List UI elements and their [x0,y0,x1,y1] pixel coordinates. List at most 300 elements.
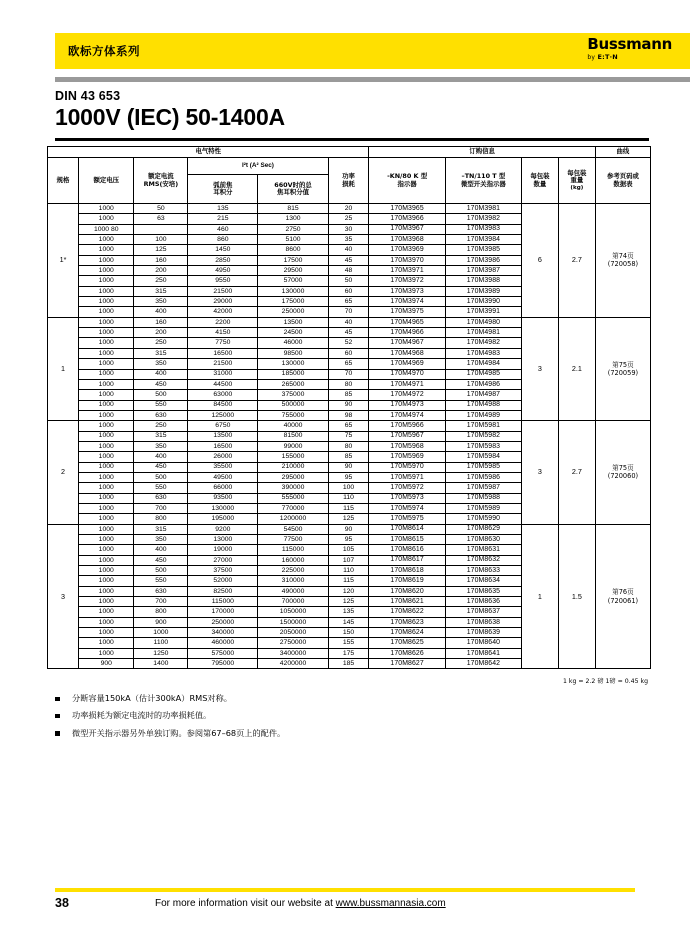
cell-voltage: 1000 [79,452,134,462]
cell-i2t-total: 160000 [258,555,328,565]
col-header-power-line2: 损耗 [342,179,355,188]
cell-i2t-total: 8600 [258,245,328,255]
header-row-groups [48,147,651,158]
cell-voltage: 1000 [79,317,134,327]
col-header-curve-line1: 参考页码或 [606,172,639,181]
cell-kn-part-number: 170M5966 [369,421,445,431]
cell-voltage: 1000 [79,555,134,565]
col-header-i2t: I²t (A² Sec) [188,158,328,175]
curve-page: 第75页 [612,464,634,473]
cell-voltage: 1000 [79,235,134,245]
cell-power-loss: 90 [328,400,369,410]
cell-tn-part-number: 170M5990 [445,514,521,524]
cell-power-loss: 95 [328,535,369,545]
cell-i2t-prearc: 795000 [188,659,258,669]
col-header-curve-ref [595,158,650,204]
brand-by-text: by [587,54,596,61]
cell-voltage: 1000 [79,503,134,513]
cell-i2t-total: 310000 [258,576,328,586]
cell-spec: 3 [48,524,79,669]
col-header-weight-line1: 每包装 [567,169,587,178]
cell-tn-part-number: 170M8630 [445,535,521,545]
cell-kn-part-number: 170M3971 [369,266,445,276]
cell-i2t-prearc: 42000 [188,307,258,317]
cell-i2t-prearc: 27000 [188,555,258,565]
table-body [48,204,651,669]
cell-i2t-total: 815 [258,204,328,214]
col-header-i2t-prearc-line1: 弧前焦 [213,180,233,189]
cell-power-loss: 85 [328,452,369,462]
cell-current [134,224,188,234]
col-header-pack-line2: 数量 [533,179,547,188]
cell-tn-part-number: 170M8636 [445,597,521,607]
cell-kn-part-number: 170M4973 [369,400,445,410]
cell-kn-part-number: 170M4971 [369,379,445,389]
cell-power-loss: 45 [328,255,369,265]
cell-power-loss: 125 [328,514,369,524]
cell-voltage: 1000 [79,204,134,214]
cell-power-loss: 150 [328,628,369,638]
cell-kn-part-number: 170M5972 [369,483,445,493]
cell-current: 550 [134,483,188,493]
cell-i2t-total: 1200000 [258,514,328,524]
cell-voltage: 1000 [79,307,134,317]
col-header-current-line1: 额定电流 [148,172,174,181]
cell-tn-part-number: 170M3986 [445,255,521,265]
curve-page: 第76页 [612,588,634,597]
cell-i2t-prearc: 16500 [188,348,258,358]
table-row [48,524,651,534]
cell-i2t-total: 5100 [258,235,328,245]
cell-voltage: 1000 [79,348,134,358]
cell-tn-part-number: 170M3981 [445,204,521,214]
footer-divider [55,888,635,892]
cell-power-loss: 80 [328,379,369,389]
cell-voltage: 1000 [79,390,134,400]
cell-current: 250 [134,338,188,348]
cell-tn-part-number: 170M5986 [445,472,521,482]
cell-current: 400 [134,307,188,317]
cell-voltage: 1000 [79,369,134,379]
cell-kn-part-number: 170M4970 [369,369,445,379]
cell-voltage: 1000 [79,214,134,224]
cell-tn-part-number: 170M5988 [445,493,521,503]
col-header-tn-line1: –TN/110 T 型 [461,172,506,181]
cell-i2t-prearc: 4950 [188,266,258,276]
cell-i2t-total: 98500 [258,348,328,358]
col-header-power-line1: 功率 [342,172,355,181]
cell-current: 350 [134,359,188,369]
cell-i2t-prearc: 37500 [188,566,258,576]
cell-voltage: 1000 [79,483,134,493]
cell-tn-part-number: 170M8633 [445,566,521,576]
cell-power-loss: 60 [328,348,369,358]
cell-i2t-prearc: 2850 [188,255,258,265]
cell-voltage: 1000 [79,648,134,658]
cell-voltage: 1000 [79,576,134,586]
cell-voltage: 1000 [79,328,134,338]
cell-i2t-prearc: 9550 [188,276,258,286]
col-header-current-line2: RMS(安培) [143,179,179,188]
cell-tn-part-number: 170M8632 [445,555,521,565]
cell-voltage: 1000 [79,441,134,451]
cell-tn-part-number: 170M4986 [445,379,521,389]
cell-power-loss: 115 [328,503,369,513]
cell-kn-part-number: 170M8620 [369,586,445,596]
cell-voltage: 1000 [79,266,134,276]
cell-i2t-prearc: 460 [188,224,258,234]
cell-kn-part-number: 170M5970 [369,462,445,472]
cell-curve-ref [595,524,650,669]
footnote-text: 功率损耗为额定电流时的功率损耗值。 [72,710,212,721]
cell-current: 315 [134,286,188,296]
cell-i2t-total: 130000 [258,359,328,369]
grey-divider [55,77,690,82]
cell-tn-part-number: 170M8637 [445,607,521,617]
cell-kn-part-number: 170M5974 [369,503,445,513]
cell-tn-part-number: 170M8641 [445,648,521,658]
footnote-text: 分断容量150kA（估计300kA）RMS对称。 [72,693,232,703]
cell-kn-part-number: 170M8615 [369,535,445,545]
col-header-kn-indicator [369,158,445,204]
cell-kn-part-number: 170M4969 [369,359,445,369]
cell-kn-part-number: 170M3973 [369,286,445,296]
cell-tn-part-number: 170M3983 [445,224,521,234]
cell-kn-part-number: 170M4968 [369,348,445,358]
cell-power-loss: 40 [328,245,369,255]
footnote-item [55,729,635,739]
cell-i2t-prearc: 115000 [188,597,258,607]
cell-curve-ref [595,317,650,420]
cell-current: 63 [134,214,188,224]
cell-power-loss: 90 [328,462,369,472]
cell-power-loss: 35 [328,235,369,245]
cell-power-loss: 45 [328,328,369,338]
cell-pack-qty: 3 [522,421,559,524]
cell-i2t-prearc: 19000 [188,545,258,555]
cell-spec: 2 [48,421,79,524]
cell-current: 450 [134,555,188,565]
cell-power-loss: 85 [328,390,369,400]
cell-tn-part-number: 170M8631 [445,545,521,555]
page-title: 1000V (IEC) 50-1400A [55,104,285,130]
cell-current: 160 [134,317,188,327]
cell-i2t-total: 1050000 [258,607,328,617]
cell-i2t-prearc: 84500 [188,400,258,410]
col-header-i2t-prearc [188,175,258,204]
cell-i2t-prearc: 31000 [188,369,258,379]
cell-i2t-total: 185000 [258,369,328,379]
cell-i2t-prearc: 93500 [188,493,258,503]
col-header-pack-line1: 每包装 [530,172,550,181]
cell-current: 800 [134,514,188,524]
cell-pack-qty: 6 [522,204,559,318]
col-header-i2t-total [258,175,328,204]
cell-voltage: 1000 [79,566,134,576]
cell-i2t-total: 115000 [258,545,328,555]
cell-voltage: 1000 80 [79,224,134,234]
table-row [48,421,651,431]
cell-power-loss: 60 [328,286,369,296]
col-header-i2t-total-line2: 焦耳积分值 [277,188,309,197]
cell-tn-part-number: 170M4980 [445,317,521,327]
cell-i2t-total: 390000 [258,483,328,493]
footnote-item [55,711,635,721]
header-group-ordering: 订购信息 [369,147,595,158]
cell-power-loss: 100 [328,483,369,493]
cell-i2t-total: 155000 [258,452,328,462]
cell-kn-part-number: 170M8621 [369,597,445,607]
cell-i2t-prearc: 29000 [188,297,258,307]
cell-i2t-total: 4200000 [258,659,328,669]
cell-power-loss: 185 [328,659,369,669]
col-header-weight-unit: (kg) [570,184,584,191]
cell-power-loss: 155 [328,638,369,648]
cell-i2t-prearc: 26000 [188,452,258,462]
footnotes-list [55,694,635,746]
cell-kn-part-number: 170M3965 [369,204,445,214]
brand-logo [587,37,672,61]
cell-pack-weight: 2.7 [558,204,595,318]
cell-current: 700 [134,597,188,607]
cell-current: 350 [134,441,188,451]
cell-i2t-prearc: 2200 [188,317,258,327]
cell-i2t-prearc: 21500 [188,286,258,296]
cell-i2t-prearc: 52000 [188,576,258,586]
cell-voltage: 1000 [79,628,134,638]
cell-i2t-total: 500000 [258,400,328,410]
cell-i2t-total: 250000 [258,307,328,317]
cell-current: 400 [134,452,188,462]
cell-kn-part-number: 170M4967 [369,338,445,348]
cell-current: 350 [134,297,188,307]
cell-tn-part-number: 170M5982 [445,431,521,441]
cell-pack-qty: 1 [522,524,559,669]
cell-i2t-total: 17500 [258,255,328,265]
cell-power-loss: 20 [328,204,369,214]
cell-tn-part-number: 170M4983 [445,348,521,358]
cell-voltage: 1000 [79,524,134,534]
cell-tn-part-number: 170M5989 [445,503,521,513]
cell-i2t-total: 295000 [258,472,328,482]
col-header-spec: 规格 [48,158,79,204]
cell-voltage: 1000 [79,514,134,524]
specification-table [47,146,651,669]
cell-i2t-total: 265000 [258,379,328,389]
cell-tn-part-number: 170M5981 [445,421,521,431]
cell-power-loss: 145 [328,617,369,627]
cell-i2t-total: 755000 [258,410,328,420]
col-header-pack-qty [522,158,559,204]
cell-kn-part-number: 170M3968 [369,235,445,245]
curve-page: 第75页 [612,360,634,369]
cell-voltage: 1000 [79,379,134,389]
cell-i2t-prearc: 250000 [188,617,258,627]
cell-tn-part-number: 170M8639 [445,628,521,638]
cell-kn-part-number: 170M8626 [369,648,445,658]
cell-i2t-total: 24500 [258,328,328,338]
cell-current: 315 [134,348,188,358]
curve-code: (720059) [607,369,639,377]
cell-i2t-prearc: 66000 [188,483,258,493]
cell-i2t-total: 2750000 [258,638,328,648]
cell-i2t-total: 375000 [258,390,328,400]
cell-power-loss: 125 [328,597,369,607]
cell-i2t-prearc: 13500 [188,431,258,441]
cell-kn-part-number: 170M8617 [369,555,445,565]
cell-kn-part-number: 170M8623 [369,617,445,627]
cell-i2t-prearc: 170000 [188,607,258,617]
cell-i2t-total: 13500 [258,317,328,327]
series-label: 欧标方体系列 [68,44,140,58]
cell-tn-part-number: 170M5987 [445,483,521,493]
cell-current: 315 [134,524,188,534]
cell-power-loss: 95 [328,472,369,482]
cell-kn-part-number: 170M3967 [369,224,445,234]
cell-i2t-prearc: 44500 [188,379,258,389]
cell-power-loss: 30 [328,224,369,234]
table-row [48,317,651,327]
cell-i2t-prearc: 21500 [188,359,258,369]
cell-kn-part-number: 170M3974 [369,297,445,307]
col-header-tn-indicator [445,158,521,204]
cell-i2t-total: 700000 [258,597,328,607]
cell-i2t-total: 29500 [258,266,328,276]
cell-tn-part-number: 170M4985 [445,369,521,379]
cell-voltage: 1000 [79,410,134,420]
cell-current: 500 [134,390,188,400]
cell-power-loss: 107 [328,555,369,565]
cell-kn-part-number: 170M8627 [369,659,445,669]
cell-current: 200 [134,328,188,338]
cell-tn-part-number: 170M8640 [445,638,521,648]
cell-current: 1100 [134,638,188,648]
title-divider [55,138,649,141]
col-header-i2t-total-line1: 660V时的总 [274,180,312,189]
cell-kn-part-number: 170M8624 [369,628,445,638]
cell-kn-part-number: 170M8618 [369,566,445,576]
cell-current: 1000 [134,628,188,638]
cell-voltage: 1000 [79,286,134,296]
cell-i2t-total: 46000 [258,338,328,348]
header-group-curve: 曲线 [595,147,650,158]
cell-kn-part-number: 170M5973 [369,493,445,503]
cell-i2t-prearc: 9200 [188,524,258,534]
cell-curve-ref [595,421,650,524]
cell-i2t-total: 555000 [258,493,328,503]
cell-kn-part-number: 170M3975 [369,307,445,317]
cell-tn-part-number: 170M3990 [445,297,521,307]
cell-voltage: 1000 [79,493,134,503]
footnote-text: 微型开关指示器另外单独订购。参阅第67–68页上的配件。 [72,727,286,738]
cell-voltage: 1000 [79,431,134,441]
cell-tn-part-number: 170M3985 [445,245,521,255]
table-row [48,204,651,214]
cell-i2t-total: 2750 [258,224,328,234]
specification-table-wrap [47,146,651,669]
cell-kn-part-number: 170M8619 [369,576,445,586]
cell-tn-part-number: 170M3989 [445,286,521,296]
cell-kn-part-number: 170M8614 [369,524,445,534]
cell-current: 250 [134,421,188,431]
cell-i2t-prearc: 35500 [188,462,258,472]
cell-i2t-prearc: 82500 [188,586,258,596]
cell-power-loss: 70 [328,369,369,379]
cell-voltage: 1000 [79,597,134,607]
cell-kn-part-number: 170M4966 [369,328,445,338]
cell-i2t-total: 2050000 [258,628,328,638]
curve-code: (720060) [607,472,639,481]
cell-voltage: 1000 [79,462,134,472]
cell-power-loss: 90 [328,524,369,534]
cell-voltage: 1000 [79,338,134,348]
cell-kn-part-number: 170M8622 [369,607,445,617]
cell-tn-part-number: 170M4987 [445,390,521,400]
cell-current: 100 [134,235,188,245]
cell-i2t-prearc: 860 [188,235,258,245]
cell-current: 550 [134,576,188,586]
cell-voltage: 1000 [79,297,134,307]
cell-i2t-prearc: 215 [188,214,258,224]
cell-i2t-prearc: 16500 [188,441,258,451]
cell-power-loss: 98 [328,410,369,420]
cell-i2t-prearc: 4150 [188,328,258,338]
brand-parent-name: E:T·N [597,53,618,61]
cell-i2t-prearc: 575000 [188,648,258,658]
cell-tn-part-number: 170M8642 [445,659,521,669]
cell-i2t-prearc: 49500 [188,472,258,482]
footer-prefix: For more information visit our website at [155,898,336,909]
cell-spec: 1 [48,317,79,420]
cell-current: 630 [134,493,188,503]
cell-power-loss: 48 [328,266,369,276]
cell-i2t-total: 175000 [258,297,328,307]
website-link[interactable]: www.bussmannasia.com [335,898,446,909]
cell-power-loss: 65 [328,297,369,307]
cell-voltage: 1000 [79,617,134,627]
cell-tn-part-number: 170M4989 [445,410,521,420]
col-header-kn-line2: 指示器 [397,179,417,188]
cell-i2t-prearc: 63000 [188,390,258,400]
cell-pack-weight: 1.5 [558,524,595,669]
cell-voltage: 1000 [79,607,134,617]
cell-current: 400 [134,545,188,555]
cell-voltage: 1000 [79,255,134,265]
cell-tn-part-number: 170M3991 [445,307,521,317]
cell-kn-part-number: 170M5975 [369,514,445,524]
cell-voltage: 1000 [79,472,134,482]
col-header-kn-line1: -KN/80 K 型 [387,172,428,181]
cell-current: 350 [134,535,188,545]
col-header-pack-weight [558,158,595,204]
cell-i2t-total: 225000 [258,566,328,576]
cell-power-loss: 80 [328,441,369,451]
bullet-square-icon [55,731,60,736]
cell-power-loss: 105 [328,545,369,555]
cell-current: 160 [134,255,188,265]
cell-i2t-prearc: 460000 [188,638,258,648]
col-header-i2t-prearc-line2: 耳积分 [213,188,233,197]
cell-kn-part-number: 170M4972 [369,390,445,400]
cell-i2t-prearc: 125000 [188,410,258,420]
cell-current: 500 [134,472,188,482]
cell-voltage: 1000 [79,638,134,648]
unit-conversion-note: 1 kg = 2.2 磅 1磅 = 0.45 kg [563,678,648,685]
cell-current: 200 [134,266,188,276]
cell-voltage: 1000 [79,545,134,555]
cell-current: 1250 [134,648,188,658]
cell-voltage: 900 [79,659,134,669]
